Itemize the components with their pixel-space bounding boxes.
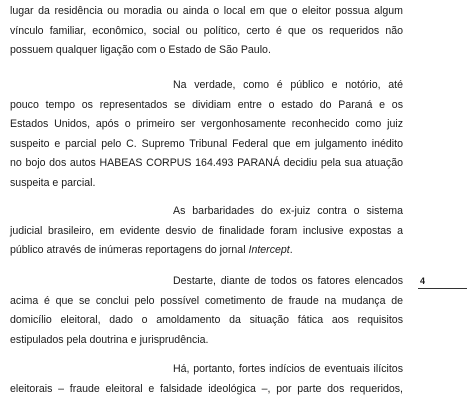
text-line: domicílio eleitoral, dado o amoldamento da situação fática aos requisitos	[10, 314, 403, 327]
text-line-start: público através de inúmeras reportagens do jornal	[10, 244, 249, 257]
text-line: Há, portanto, fortes indícios de eventuais ilícitos	[173, 363, 403, 375]
text-line: As barbaridades do ex-juiz contra o sistema	[173, 205, 403, 217]
text-line: eleitorais – fraude eleitoral e falsidade ideológica –, por parte dos requeridos,	[10, 382, 403, 395]
text-line: Estados Unidos, após o primeiro ser vergonhosamente reconhecido como juiz	[10, 118, 403, 131]
text-line: Destarte, diante de todos os fatores elencados	[173, 275, 403, 287]
text-line	[10, 241, 403, 261]
text-line: acima é que se conclui pelo possível cometimento de fraude na mudança de	[10, 294, 403, 307]
paragraph-residence	[10, 2, 403, 61]
text-line: possuem qualquer ligação com o Estado de São Paulo.	[10, 44, 271, 57]
page-number-rule	[418, 288, 467, 289]
text-line: estipulados pela doutrina e jurisprudência.	[10, 333, 209, 346]
text-line: Na verdade, como é público e notório, até	[173, 79, 403, 91]
text-line: no bojo dos autos HABEAS CORPUS 164.493 PARANÁ decidiu pela sua atuação	[10, 157, 403, 170]
paragraph-na-verdade	[10, 76, 403, 194]
text-line: lugar da residência ou moradia ou ainda o local em que o eleitor possua algum	[10, 5, 403, 17]
text-line: vínculo familiar, econômico, social ou político, certo é que os requeridos não	[10, 24, 403, 37]
text-line: pouco tempo os representados se dividiam entre o estado do Paraná e os	[10, 98, 403, 111]
newspaper-name: Intercept	[248, 244, 290, 257]
text-line: judicial brasileiro, em evidente desvio de finalidade foram inclusive expostas a	[10, 224, 403, 237]
paragraph-barbaridades	[10, 202, 403, 261]
text-line: suspeita e parcial.	[10, 176, 96, 189]
sentence-end: .	[289, 244, 293, 257]
paragraph-destarte	[10, 272, 403, 350]
text-line: suspeito e parcial pelo C. Supremo Tribunal Federal que em julgamento inédito	[10, 137, 403, 150]
paragraph-ha-portanto	[10, 360, 403, 399]
page-number: 4	[420, 276, 426, 286]
